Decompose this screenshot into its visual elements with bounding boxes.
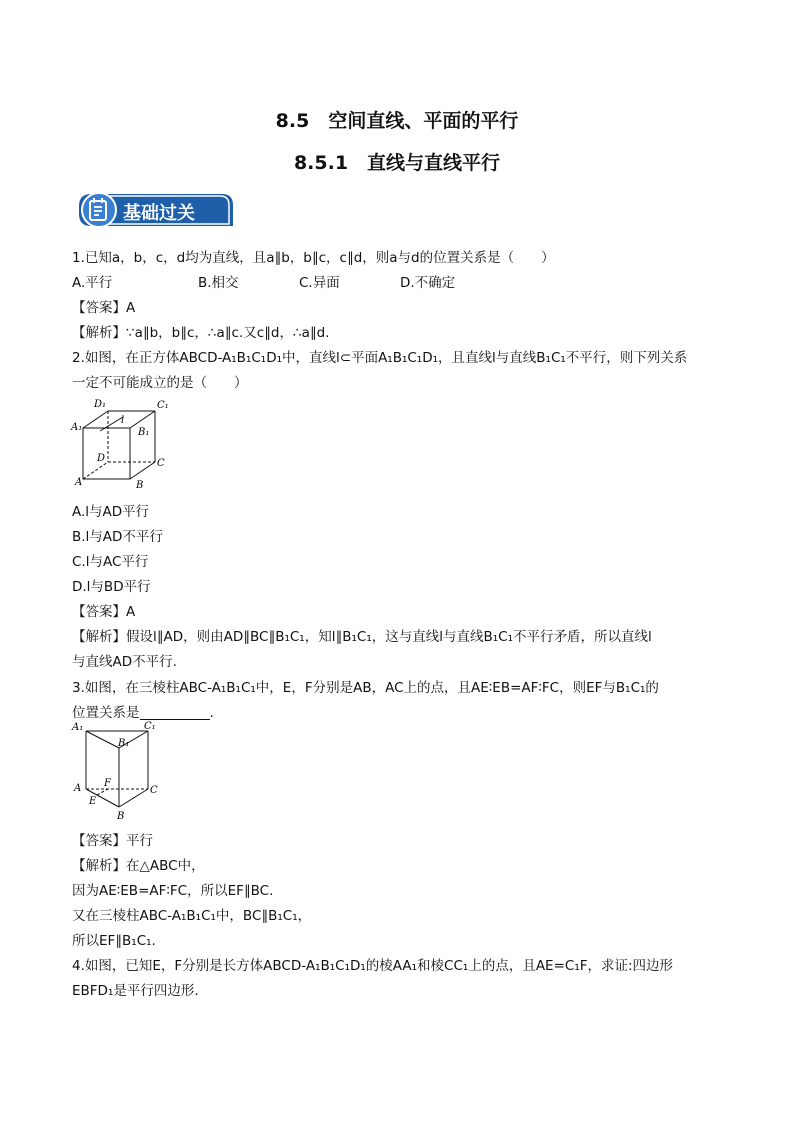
q1-answer: 【答案】A — [72, 300, 136, 316]
q3-stem-line2 — [72, 701, 214, 721]
q1-option-a: A.平行 — [72, 275, 113, 291]
q2-stem-line1: 2.如图，在正方体ABCD-A₁B₁C₁D₁中，直线l⊂平面A₁B₁C₁D₁，且直线l与直线B₁C₁不平行，则下列关系 — [72, 350, 688, 366]
q1-option-c: C.异面 — [299, 275, 340, 291]
q3-answer: 【答案】平行 — [72, 833, 153, 849]
label-a: A — [74, 783, 82, 794]
section-title: 8.5.1 直线与直线平行 — [293, 152, 501, 174]
q3-stem-line1: 3.如图，在三棱柱ABC-A₁B₁C₁中，E，F分别是AB，AC上的点，且AE∶EB=AF∶FC，则EF与B₁C₁的 — [72, 680, 659, 696]
q2-answer: 【答案】A — [72, 604, 136, 620]
q2-analysis-line1: 【解析】假设l∥AD，则由AD∥BC∥B₁C₁，知l∥B₁C₁，这与直线l与直线B₁C₁不平行矛盾，所以直线l — [72, 629, 652, 645]
q4-stem-line2: EBFD₁是平行四边形. — [72, 983, 199, 999]
prism-figure — [70, 720, 170, 824]
label-a1: A₁ — [71, 422, 83, 433]
notepad-icon — [82, 193, 116, 227]
label-a: A — [75, 477, 83, 488]
q3-analysis-2: 因为AE∶EB=AF∶FC，所以EF∥BC. — [72, 883, 274, 899]
label-c: C — [157, 458, 165, 469]
q3-stem-line2-text: 位置关系是 — [72, 705, 140, 721]
label-d: D — [97, 453, 106, 464]
q4-stem-line1: 4.如图，已知E，F分别是长方体ABCD-A₁B₁C₁D₁的棱AA₁和棱CC₁上的点，且AE=C₁F，求证:四边形 — [72, 958, 674, 974]
badge-label: 基础过关 — [123, 203, 195, 224]
label-b1: B₁ — [138, 427, 150, 438]
q2-option-d: D.l与BD平行 — [72, 579, 151, 595]
q1-option-b: B.相交 — [198, 275, 239, 291]
cube-figure — [70, 393, 180, 493]
q2-stem-line2: 一定不可能成立的是（ ） — [72, 375, 248, 391]
q3-answer-blank — [140, 705, 210, 720]
label-c: C — [150, 785, 158, 796]
q3-analysis-1: 【解析】在△ABC中， — [72, 858, 205, 874]
q3-analysis-3: 又在三棱柱ABC-A₁B₁C₁中，BC∥B₁C₁， — [72, 908, 312, 924]
label-l: l — [121, 415, 125, 426]
q1-analysis: 【解析】∵a∥b，b∥c，∴a∥c.又c∥d，∴a∥d. — [72, 325, 330, 341]
q1-stem: 1.已知a，b，c，d均为直线，且a∥b，b∥c，c∥d，则a与d的位置关系是（ ） — [72, 250, 555, 266]
q2-option-a: A.l与AD平行 — [72, 504, 150, 520]
label-a1: A₁ — [72, 722, 84, 733]
label-d1: D₁ — [94, 399, 107, 410]
q3-analysis-4: 所以EF∥B₁C₁. — [72, 933, 156, 949]
page-title: 8.5 空间直线、平面的平行 — [275, 110, 519, 132]
label-c1: C₁ — [157, 400, 169, 411]
label-b1: B₁ — [118, 738, 130, 749]
label-b: B — [117, 811, 125, 822]
label-c1: C₁ — [144, 721, 156, 732]
label-e: E — [89, 796, 97, 807]
q2-option-b: B.l与AD不平行 — [72, 529, 163, 545]
q1-option-d: D.不确定 — [400, 275, 456, 291]
label-f: F — [104, 778, 111, 789]
label-b: B — [136, 480, 144, 491]
q2-analysis-line2: 与直线AD不平行. — [72, 654, 177, 670]
section-badge — [77, 190, 235, 230]
q2-option-c: C.l与AC平行 — [72, 554, 149, 570]
q3-stem-end: . — [209, 705, 214, 721]
